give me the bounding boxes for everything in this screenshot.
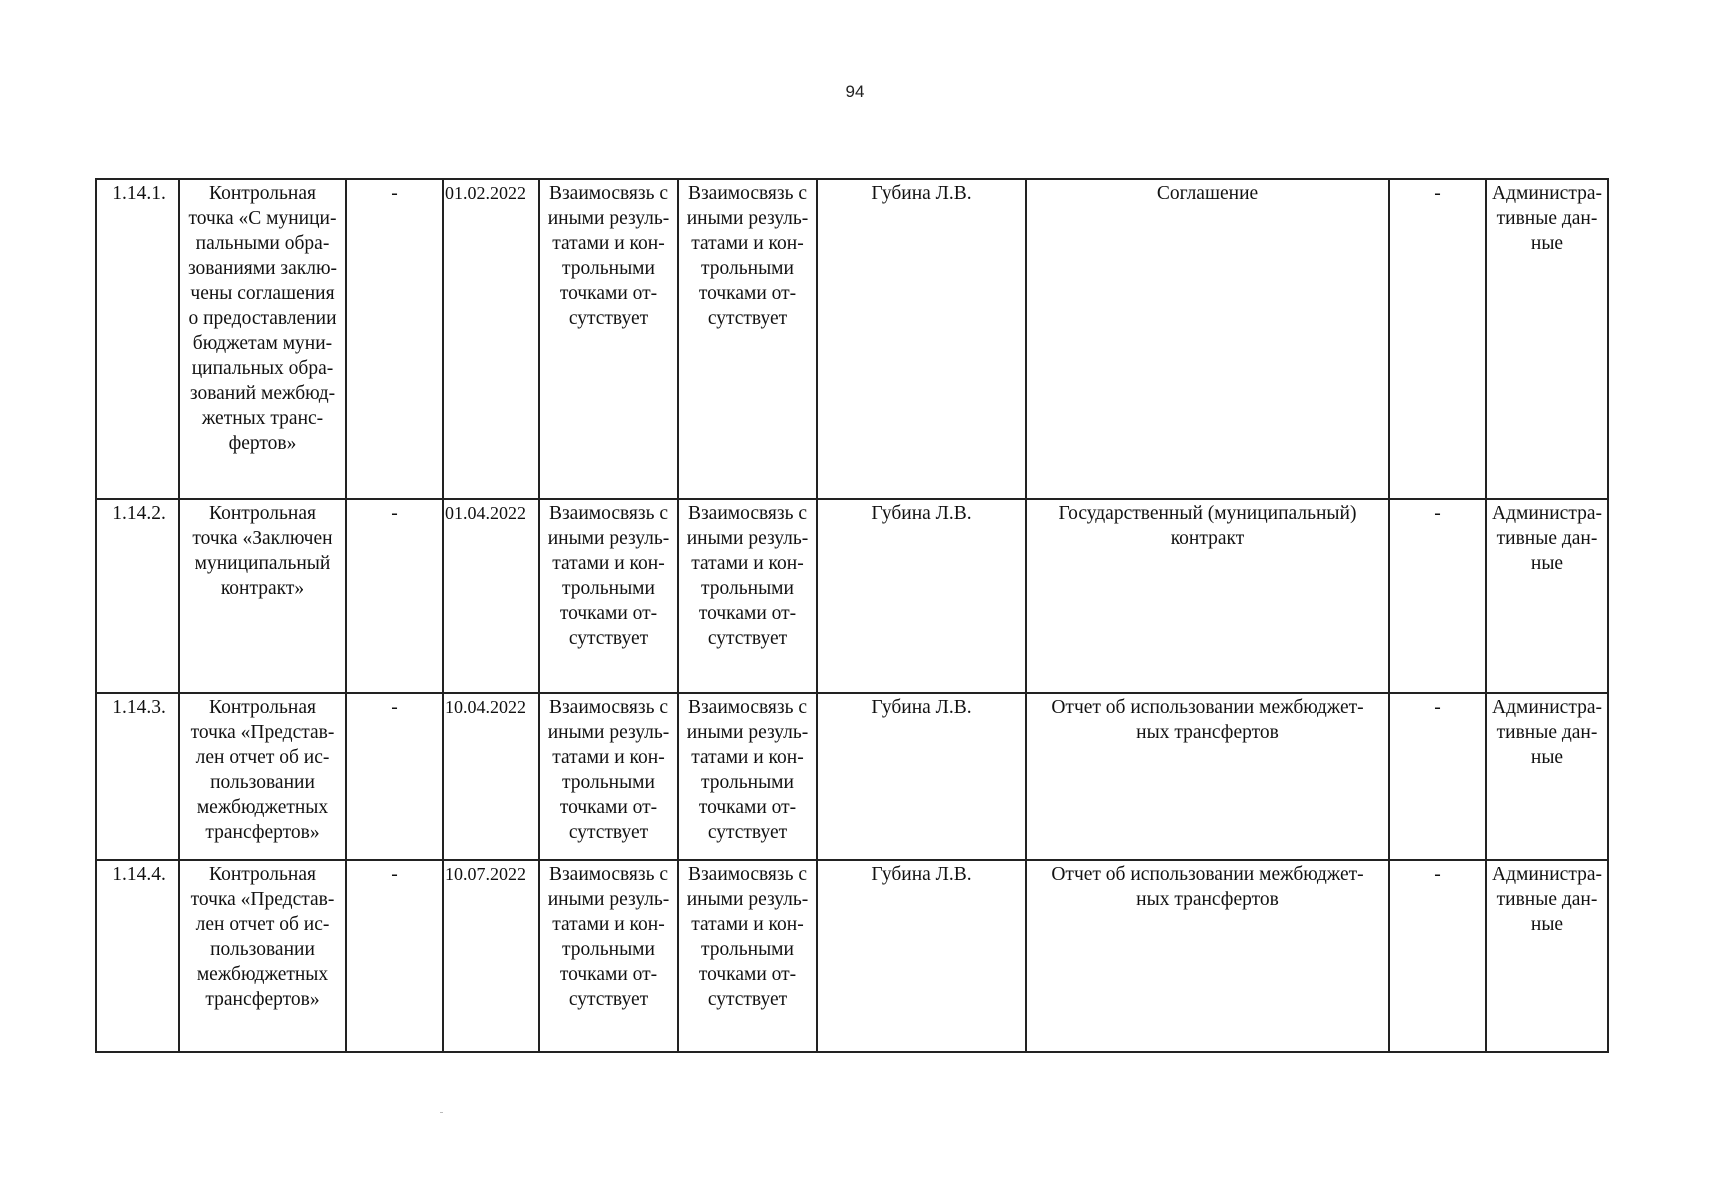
date-cell: 01.02.2022 [443, 179, 539, 499]
responsible-cell: Губина Л.В. [817, 179, 1026, 499]
dash-cell: - [1389, 179, 1486, 499]
control-point-title: Контрольная точка «Представ- лен отчет об ис- пользовании межбюджетных трансфертов» [179, 693, 346, 860]
relation-cell: Взаимосвязь с иными резуль- татами и кон- трольными точками от- сутствует [678, 860, 817, 1052]
dash-cell: - [346, 860, 443, 1052]
control-point-title: Контрольная точка «С муници- пальными обра- зованиями заклю- чены соглашения о предоставлении бюджетам муни- ципальных обра- зований межбюд- жетных транс- фертов» [179, 179, 346, 499]
source-cell: Администра- тивные дан- ные [1486, 860, 1608, 1052]
scan-speck [440, 1112, 443, 1113]
responsible-cell: Губина Л.В. [817, 499, 1026, 693]
responsible-cell: Губина Л.В. [817, 860, 1026, 1052]
responsible-cell: Губина Л.В. [817, 693, 1026, 860]
row-number: 1.14.1. [96, 179, 179, 499]
table-row [96, 499, 1608, 693]
source-cell: Администра- тивные дан- ные [1486, 179, 1608, 499]
relation-cell: Взаимосвязь с иными резуль- татами и кон- трольными точками от- сутствует [539, 179, 678, 499]
table-row [96, 693, 1608, 860]
control-point-title: Контрольная точка «Представ- лен отчет об ис- пользовании межбюджетных трансфертов» [179, 860, 346, 1052]
dash-cell: - [346, 179, 443, 499]
date-cell: 10.07.2022 [443, 860, 539, 1052]
relation-cell: Взаимосвязь с иными резуль- татами и кон- трольными точками от- сутствует [539, 860, 678, 1052]
document-cell: Соглашение [1026, 179, 1389, 499]
relation-cell: Взаимосвязь с иными резуль- татами и кон- трольными точками от- сутствует [539, 693, 678, 860]
table-row [96, 179, 1608, 499]
control-points-table [95, 178, 1609, 1053]
row-number: 1.14.3. [96, 693, 179, 860]
row-number: 1.14.2. [96, 499, 179, 693]
row-number: 1.14.4. [96, 860, 179, 1052]
dash-cell: - [1389, 693, 1486, 860]
dash-cell: - [346, 499, 443, 693]
page-number: 94 [845, 82, 865, 101]
dash-cell: - [1389, 860, 1486, 1052]
table-row [96, 860, 1608, 1052]
document-cell: Государственный (муниципальный) контракт [1026, 499, 1389, 693]
document-cell: Отчет об использовании межбюджет- ных трансфертов [1026, 693, 1389, 860]
relation-cell: Взаимосвязь с иными резуль- татами и кон- трольными точками от- сутствует [678, 693, 817, 860]
date-cell: 01.04.2022 [443, 499, 539, 693]
relation-cell: Взаимосвязь с иными резуль- татами и кон- трольными точками от- сутствует [678, 179, 817, 499]
document-cell: Отчет об использовании межбюджет- ных трансфертов [1026, 860, 1389, 1052]
date-cell: 10.04.2022 [443, 693, 539, 860]
dash-cell: - [1389, 499, 1486, 693]
control-point-title: Контрольная точка «Заключен муниципальный контракт» [179, 499, 346, 693]
source-cell: Администра- тивные дан- ные [1486, 693, 1608, 860]
relation-cell: Взаимосвязь с иными резуль- татами и кон- трольными точками от- сутствует [678, 499, 817, 693]
relation-cell: Взаимосвязь с иными резуль- татами и кон- трольными точками от- сутствует [539, 499, 678, 693]
dash-cell: - [346, 693, 443, 860]
source-cell: Администра- тивные дан- ные [1486, 499, 1608, 693]
